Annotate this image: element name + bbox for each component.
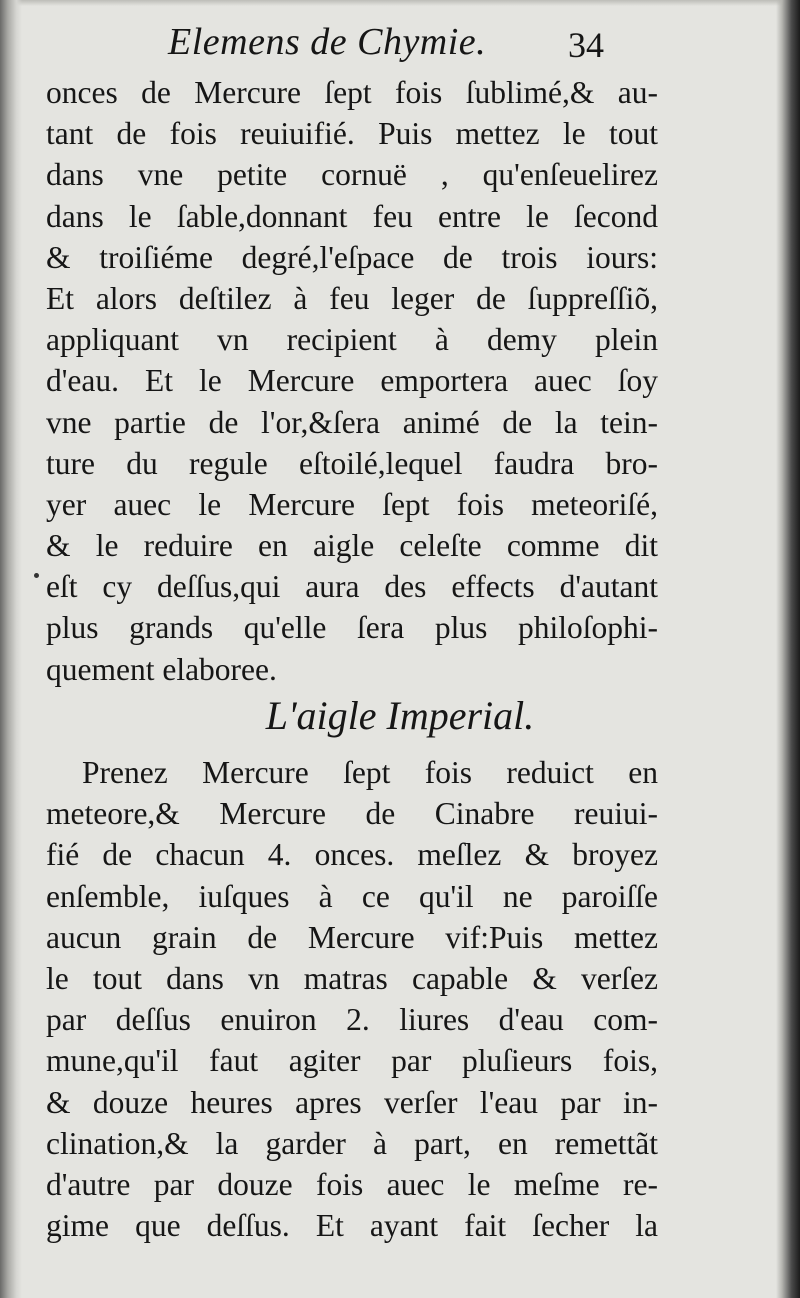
body-text — [46, 72, 658, 690]
text-line: & troiſiéme degré,l'eſpace de trois iours: — [46, 239, 658, 275]
text-line: par deſſus enuiron 2. liures d'eau com- — [46, 1002, 658, 1038]
text-line: ture du regule eſtoilé,lequel faudra bro- — [46, 445, 658, 481]
page-top-edge — [0, 0, 800, 6]
text-line: & douze heures apres verſer l'eau par in- — [46, 1084, 658, 1120]
text-line: Prenez Mercure ſept fois reduict en — [82, 755, 658, 790]
section-heading: L'aigle Imperial. — [265, 693, 535, 738]
text-line: clination,& la garder à part, en remettãt — [46, 1125, 658, 1161]
page-right-edge — [776, 0, 800, 1298]
margin-mark — [34, 573, 39, 578]
text-line: onces de Mercure ſept fois ſublimé,& au- — [46, 75, 658, 110]
text-line: & le reduire en aigle celeſte comme dit — [46, 528, 658, 564]
text-line: appliquant vn recipient à demy plein — [46, 322, 658, 358]
running-head: Elemens de Chymie. — [168, 21, 487, 63]
text-line: le tout dans vn matras capable & verſez — [46, 960, 658, 996]
text-line: meteore,& Mercure de Cinabre reuiui- — [46, 796, 658, 832]
text-line: Et alors deſtilez à feu leger de ſuppreſſiõ, — [46, 280, 658, 316]
page-number: 34 — [568, 25, 604, 65]
text-line: vne partie de l'or,&ſera animé de la tein- — [46, 404, 658, 440]
text-line: gime que deſſus. Et ayant fait ſecher la — [46, 1208, 658, 1244]
text-line: yer auec le Mercure ſept fois meteoriſé, — [46, 486, 658, 522]
text-line: dans le ſable,donnant feu entre le ſecond — [46, 198, 658, 234]
text-line: aucun grain de Mercure vif:Puis mettez — [46, 919, 658, 955]
section-text — [46, 752, 658, 1246]
text-line: d'autre par douze fois auec le meſme re- — [46, 1166, 658, 1202]
text-line: mune,qu'il faut agiter par pluſieurs fois, — [46, 1043, 658, 1079]
text-line: fié de chacun 4. onces. meſlez & broyez — [46, 837, 658, 873]
page-header — [0, 14, 800, 70]
text-line: eſt cy deſſus,qui aura des effects d'autant — [46, 569, 658, 605]
text-line: tant de fois reuiuifié. Puis mettez le tout — [46, 116, 658, 152]
page-gutter-shadow — [0, 0, 22, 1298]
text-line: dans vne petite cornuë , qu'enſeuelirez — [46, 157, 658, 193]
text-line: quement elaboree. — [46, 651, 277, 687]
text-line: d'eau. Et le Mercure emportera auec ſoy — [46, 363, 658, 399]
text-line: enſemble, iuſques à ce qu'il ne paroiſſe — [46, 878, 658, 914]
text-line: plus grands qu'elle ſera plus philoſophi- — [46, 610, 658, 646]
